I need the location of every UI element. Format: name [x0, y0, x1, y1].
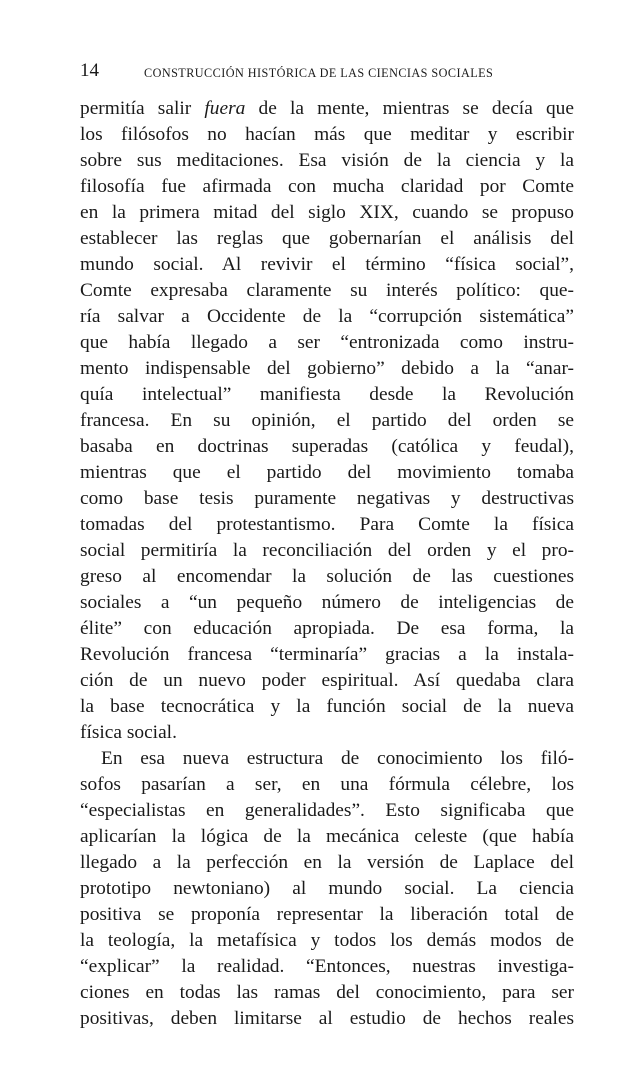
text-line: sociales a “un pequeño número de inteligencias de: [80, 592, 574, 613]
text-line: “especialistas en generalidades”. Esto significaba que: [80, 800, 574, 821]
page-header: [80, 58, 574, 84]
paragraph-last-line: física social.: [80, 722, 177, 743]
text-line: ción de un nuevo poder espiritual. Así quedaba clara: [80, 670, 574, 691]
paragraph-first-line: En esa nueva estructura de conocimiento los filó-: [101, 748, 574, 769]
text-line: élite” con educación apropiada. De esa forma, la: [80, 618, 574, 639]
text-line: Comte expresaba claramente su interés político: que-: [80, 280, 574, 301]
text-line: filosofía fue afirmada con mucha claridad por Comte: [80, 176, 574, 197]
text-line: [80, 96, 574, 122]
text-line: “explicar” la realidad. “Entonces, nuestras investiga-: [80, 956, 574, 977]
text-line: tomadas del protestantismo. Para Comte la física: [80, 514, 574, 535]
text-line: greso al encomendar la solución de las cuestiones: [80, 566, 574, 587]
text-line: ciones en todas las ramas del conocimiento, para ser: [80, 982, 574, 1003]
text-line: mento indispensable del gobierno” debido a la “anar-: [80, 358, 574, 379]
text-line: basaba en doctrinas superadas (católica y feudal),: [80, 436, 574, 457]
text-line: sobre sus meditaciones. Esa visión de la ciencia y la: [80, 150, 574, 171]
running-head: CONSTRUCCIÓN HISTÓRICA DE LAS CIENCIAS SOCIALES: [144, 66, 494, 80]
text-line: social permitiría la reconciliación del orden y el pro-: [80, 540, 574, 561]
text-line: que había llegado a ser “entronizada como instru-: [80, 332, 574, 353]
text-line: prototipo newtoniano) al mundo social. La ciencia: [80, 878, 574, 899]
body-text: [80, 96, 574, 1032]
text-line: positivas, deben limitarse al estudio de hechos reales: [80, 1008, 574, 1029]
page-number: 14: [80, 60, 99, 81]
text-run: permitía salir: [80, 98, 205, 119]
text-line: quía intelectual” manifiesta desde la Revolución: [80, 384, 574, 405]
text-line: sofos pasarían a ser, en una fórmula célebre, los: [80, 774, 574, 795]
text-line: establecer las reglas que gobernarían el análisis del: [80, 228, 574, 249]
text-line: mundo social. Al revivir el término “física social”,: [80, 254, 574, 275]
text-line: francesa. En su opinión, el partido del orden se: [80, 410, 574, 431]
text-line: los filósofos no hacían más que meditar y escribir: [80, 124, 574, 145]
text-line: Revolución francesa “terminaría” gracias a la instala-: [80, 644, 574, 665]
text-line: mientras que el partido del movimiento tomaba: [80, 462, 574, 483]
text-line: positiva se proponía representar la liberación total de: [80, 904, 574, 925]
text-line: la teología, la metafísica y todos los demás modos de: [80, 930, 574, 951]
text-run: de la mente, mientras se decía que: [245, 98, 574, 119]
text-line: llegado a la perfección en la versión de Laplace del: [80, 852, 574, 873]
text-line: la base tecnocrática y la función social de la nueva: [80, 696, 574, 717]
text-line: como base tesis puramente negativas y destructivas: [80, 488, 574, 509]
italic-emphasis: fuera: [204, 98, 246, 119]
text-line: en la primera mitad del siglo XIX, cuando se propuso: [80, 202, 574, 223]
text-line: aplicarían la lógica de la mecánica celeste (que había: [80, 826, 574, 847]
text-line: ría salvar a Occidente de la “corrupción sistemática”: [80, 306, 574, 327]
